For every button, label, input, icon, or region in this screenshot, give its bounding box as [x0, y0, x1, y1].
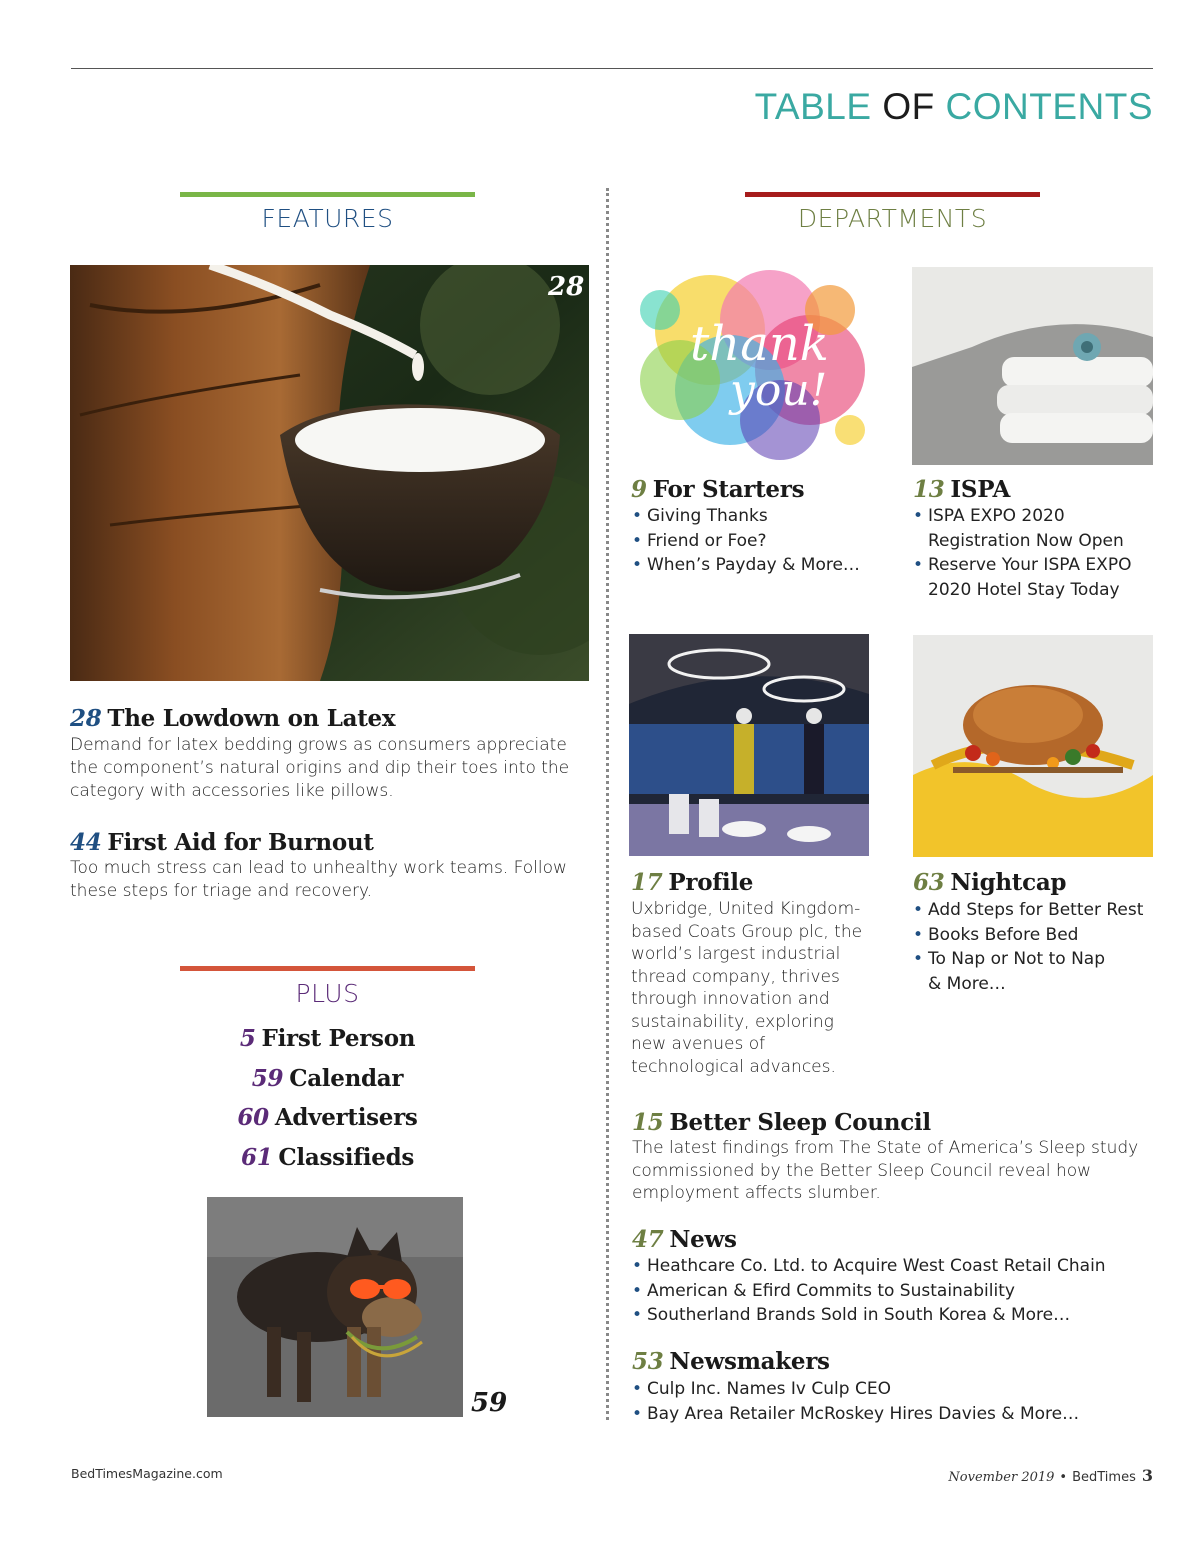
thank-you-art — [620, 250, 890, 475]
departments-bar — [745, 192, 1040, 197]
feature-latex-heading — [70, 705, 395, 732]
dept-for-starters-bullets — [632, 504, 892, 578]
list-item: • Culp Inc. Names Iv Culp CEO — [632, 1377, 1153, 1402]
dept-nightcap-bullets — [913, 898, 1153, 996]
dept-better-sleep-title: Better Sleep Council — [669, 1109, 931, 1136]
showroom-illustration — [629, 634, 869, 856]
footer-publication: BedTimes — [1072, 1470, 1136, 1485]
feature-latex-page: 28 — [70, 705, 102, 732]
list-item: • When’s Payday & More… — [632, 553, 892, 578]
plus-item-page: 60 — [237, 1104, 269, 1131]
list-item: • Add Steps for Better Rest — [913, 898, 1153, 923]
dept-ispa-page: 13 — [913, 476, 945, 503]
dept-for-starters-title: For Starters — [652, 476, 805, 503]
dept-news-page: 47 — [632, 1226, 664, 1253]
feature-latex-description: Demand for latex bedding grows as consumers appreciate the component’s natural origins and dip their toes into the category with accessories like pillows. — [70, 735, 570, 801]
plus-heading: PLUS — [295, 979, 360, 1008]
dept-for-starters-heading — [631, 476, 804, 503]
footer-page-number: 3 — [1141, 1466, 1153, 1485]
list-item: • To Nap or Not to Nap & More… — [913, 947, 1118, 996]
feature-burnout-heading — [70, 829, 374, 856]
plus-item-page: 61 — [241, 1143, 273, 1171]
plus-bar — [180, 966, 475, 971]
plus-item-title: Classifieds — [278, 1143, 414, 1171]
turkey-illustration — [913, 635, 1153, 857]
list-item: • Southerland Brands Sold in South Korea & More… — [632, 1303, 1153, 1328]
dept-ispa-bullets — [913, 504, 1153, 602]
list-item: • Friend or Foe? — [632, 529, 892, 554]
dept-news-heading — [632, 1226, 737, 1253]
dept-newsmakers-heading — [632, 1348, 830, 1375]
list-item: • Heathcare Co. Ltd. to Acquire West Coast Retail Chain — [632, 1254, 1153, 1279]
you-text: you! — [730, 365, 828, 416]
title-part-contents: CONTENTS — [945, 86, 1153, 127]
dept-nightcap-heading — [913, 869, 1066, 896]
title-part-of: OF — [882, 86, 935, 127]
footer-separator: • — [1059, 1470, 1068, 1485]
plus-list — [180, 1022, 475, 1180]
dept-profile-description: Uxbridge, United Kingdom-based Coats Group plc, the world’s largest industrial thread company, thrives through innovation and sustainability, exploring new avenues of technological advances. — [631, 899, 863, 1077]
column-divider — [606, 188, 609, 1420]
page-title — [755, 86, 1153, 128]
feature-latex-title: The Lowdown on Latex — [107, 705, 396, 732]
list-item: • Reserve Your ISPA EXPO 2020 Hotel Stay Today — [913, 553, 1153, 602]
dog-sunglasses-photo — [207, 1197, 463, 1417]
list-item: • American & Efird Commits to Sustainability — [632, 1279, 1153, 1304]
dept-nightcap-page: 63 — [913, 869, 945, 896]
dept-newsmakers-title: Newsmakers — [669, 1348, 830, 1375]
dept-profile-page: 17 — [631, 869, 663, 896]
plus-item-title: Calendar — [289, 1064, 404, 1092]
plus-item-page: 5 — [239, 1025, 256, 1052]
towels-photo — [912, 267, 1153, 465]
paint-splash-illustration — [620, 250, 890, 475]
plus-item-title: First Person — [261, 1025, 416, 1052]
plus-item-first-person — [180, 1022, 475, 1062]
feature-burnout-page: 44 — [70, 829, 102, 856]
dog-photo-page-number: 59 — [471, 1388, 508, 1418]
dept-ispa-heading — [913, 476, 1010, 503]
dept-better-sleep-description: The latest findings from The State of America’s Sleep study commissioned by the Better Sleep Council reveal how employment affects slumber. — [632, 1138, 1139, 1203]
features-bar — [180, 192, 475, 197]
list-item: • Bay Area Retailer McRoskey Hires Davies & More… — [632, 1402, 1153, 1427]
dept-for-starters-page: 9 — [631, 476, 647, 503]
feature-burnout-description: Too much stress can lead to unhealthy work teams. Follow these steps for triage and recovery. — [70, 858, 567, 901]
turkey-photo — [913, 635, 1153, 857]
top-rule — [71, 68, 1153, 69]
dept-newsmakers-bullets — [632, 1377, 1153, 1426]
dept-nightcap-title: Nightcap — [950, 869, 1067, 896]
title-part-table: TABLE — [754, 86, 872, 127]
footer-website: BedTimesMagazine.com — [71, 1466, 223, 1481]
latex-tree-illustration — [70, 265, 589, 681]
dept-profile-heading — [631, 869, 753, 896]
plus-item-page: 59 — [251, 1064, 284, 1092]
dog-illustration — [207, 1197, 463, 1417]
dept-ispa-title: ISPA — [950, 476, 1011, 503]
plus-item-advertisers — [180, 1101, 475, 1141]
plus-item-calendar — [180, 1062, 475, 1102]
departments-heading: DEPARTMENTS — [797, 204, 988, 233]
dept-news-title: News — [669, 1226, 737, 1253]
footer-date: November 2019 — [948, 1470, 1055, 1485]
list-item: • ISPA EXPO 2020 Registration Now Open — [913, 504, 1153, 553]
dept-better-sleep-page: 15 — [632, 1109, 664, 1136]
dept-newsmakers-page: 53 — [632, 1348, 664, 1375]
thank-text: thank — [690, 316, 829, 372]
footer-folio — [948, 1466, 1153, 1485]
feature-burnout-title: First Aid for Burnout — [107, 829, 374, 856]
features-heading: FEATURES — [261, 204, 394, 233]
showroom-photo — [629, 634, 869, 856]
latex-tree-photo — [70, 265, 589, 681]
list-item: • Giving Thanks — [632, 504, 892, 529]
plus-item-title: Advertisers — [274, 1104, 418, 1131]
plus-item-classifieds — [180, 1141, 475, 1181]
towels-illustration — [912, 267, 1153, 465]
list-item: • Books Before Bed — [913, 923, 1153, 948]
latex-photo-page-number: 28 — [548, 272, 585, 302]
dept-better-sleep-heading — [632, 1109, 931, 1136]
dept-profile-title: Profile — [668, 869, 754, 896]
dept-news-bullets — [632, 1254, 1153, 1328]
